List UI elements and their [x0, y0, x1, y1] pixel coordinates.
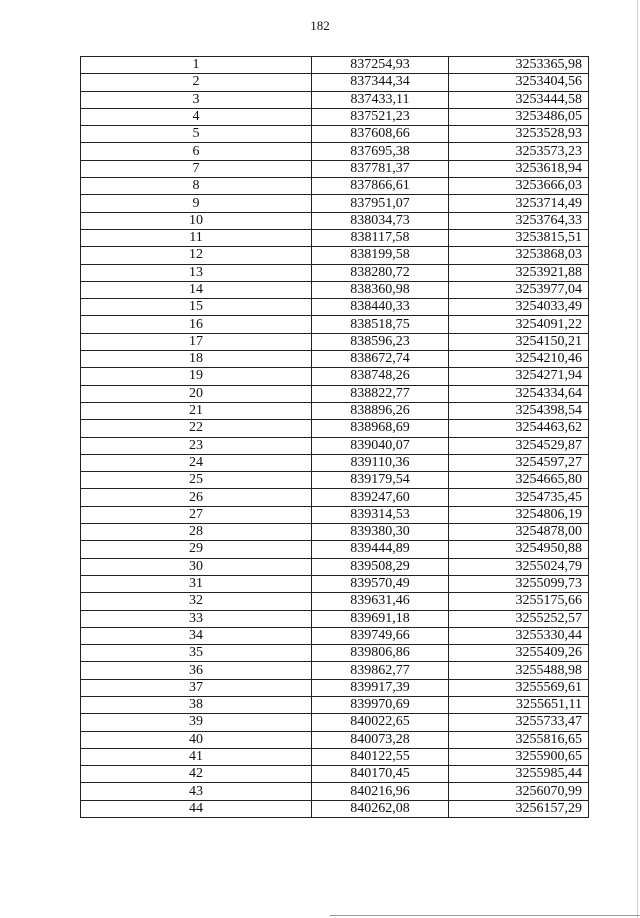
x-coordinate-cell: 838672,74 — [312, 351, 449, 368]
y-coordinate-cell: 3253444,58 — [449, 91, 589, 108]
y-coordinate-cell: 3254334,64 — [449, 385, 589, 402]
x-coordinate-cell: 837521,23 — [312, 108, 449, 125]
table-row — [81, 126, 589, 143]
point-number-cell: 37 — [81, 679, 312, 696]
table-row — [81, 385, 589, 402]
x-coordinate-cell: 838896,26 — [312, 402, 449, 419]
x-coordinate-cell: 837781,37 — [312, 160, 449, 177]
table-row — [81, 316, 589, 333]
x-coordinate-cell: 840022,65 — [312, 714, 449, 731]
x-coordinate-cell: 839380,30 — [312, 524, 449, 541]
x-coordinate-cell: 839631,46 — [312, 593, 449, 610]
x-coordinate-cell: 837951,07 — [312, 195, 449, 212]
point-number-cell: 41 — [81, 748, 312, 765]
x-coordinate-cell: 838360,98 — [312, 281, 449, 298]
x-coordinate-cell: 839970,69 — [312, 696, 449, 713]
table-row — [81, 108, 589, 125]
point-number-cell: 7 — [81, 160, 312, 177]
x-coordinate-cell: 839508,29 — [312, 558, 449, 575]
y-coordinate-cell: 3254091,22 — [449, 316, 589, 333]
coordinates-table — [80, 56, 589, 818]
point-number-cell: 35 — [81, 645, 312, 662]
table-row — [81, 57, 589, 74]
table-row — [81, 368, 589, 385]
point-number-cell: 12 — [81, 247, 312, 264]
table-row — [81, 662, 589, 679]
scan-edge-right — [637, 0, 638, 918]
point-number-cell: 17 — [81, 333, 312, 350]
y-coordinate-cell: 3253486,05 — [449, 108, 589, 125]
point-number-cell: 31 — [81, 575, 312, 592]
point-number-cell: 15 — [81, 299, 312, 316]
y-coordinate-cell: 3254597,27 — [449, 454, 589, 471]
point-number-cell: 20 — [81, 385, 312, 402]
table-row — [81, 143, 589, 160]
y-coordinate-cell: 3255569,61 — [449, 679, 589, 696]
point-number-cell: 9 — [81, 195, 312, 212]
y-coordinate-cell: 3253977,04 — [449, 281, 589, 298]
x-coordinate-cell: 838034,73 — [312, 212, 449, 229]
y-coordinate-cell: 3255900,65 — [449, 748, 589, 765]
x-coordinate-cell: 838968,69 — [312, 420, 449, 437]
point-number-cell: 38 — [81, 696, 312, 713]
table-row — [81, 402, 589, 419]
x-coordinate-cell: 837866,61 — [312, 178, 449, 195]
table-row — [81, 541, 589, 558]
y-coordinate-cell: 3255099,73 — [449, 575, 589, 592]
point-number-cell: 21 — [81, 402, 312, 419]
table-row — [81, 696, 589, 713]
table-row — [81, 333, 589, 350]
point-number-cell: 14 — [81, 281, 312, 298]
table-row — [81, 472, 589, 489]
x-coordinate-cell: 839691,18 — [312, 610, 449, 627]
x-coordinate-cell: 840216,96 — [312, 783, 449, 800]
x-coordinate-cell: 838822,77 — [312, 385, 449, 402]
y-coordinate-cell: 3254529,87 — [449, 437, 589, 454]
y-coordinate-cell: 3254665,80 — [449, 472, 589, 489]
x-coordinate-cell: 840170,45 — [312, 766, 449, 783]
point-number-cell: 2 — [81, 74, 312, 91]
y-coordinate-cell: 3254950,88 — [449, 541, 589, 558]
table-row — [81, 593, 589, 610]
y-coordinate-cell: 3253868,03 — [449, 247, 589, 264]
point-number-cell: 34 — [81, 627, 312, 644]
x-coordinate-cell: 839444,89 — [312, 541, 449, 558]
table-row — [81, 766, 589, 783]
y-coordinate-cell: 3255816,65 — [449, 731, 589, 748]
y-coordinate-cell: 3255252,57 — [449, 610, 589, 627]
y-coordinate-cell: 3254150,21 — [449, 333, 589, 350]
x-coordinate-cell: 840073,28 — [312, 731, 449, 748]
table-row — [81, 800, 589, 817]
table-row — [81, 229, 589, 246]
y-coordinate-cell: 3255651,11 — [449, 696, 589, 713]
y-coordinate-cell: 3255330,44 — [449, 627, 589, 644]
x-coordinate-cell: 839040,07 — [312, 437, 449, 454]
point-number-cell: 44 — [81, 800, 312, 817]
point-number-cell: 33 — [81, 610, 312, 627]
table-row — [81, 437, 589, 454]
y-coordinate-cell: 3253528,93 — [449, 126, 589, 143]
y-coordinate-cell: 3253618,94 — [449, 160, 589, 177]
x-coordinate-cell: 839247,60 — [312, 489, 449, 506]
x-coordinate-cell: 838199,58 — [312, 247, 449, 264]
x-coordinate-cell: 837254,93 — [312, 57, 449, 74]
point-number-cell: 19 — [81, 368, 312, 385]
table-row — [81, 575, 589, 592]
y-coordinate-cell: 3253815,51 — [449, 229, 589, 246]
table-row — [81, 454, 589, 471]
table-row — [81, 714, 589, 731]
y-coordinate-cell: 3254210,46 — [449, 351, 589, 368]
x-coordinate-cell: 838748,26 — [312, 368, 449, 385]
point-number-cell: 32 — [81, 593, 312, 610]
table-row — [81, 420, 589, 437]
y-coordinate-cell: 3253714,49 — [449, 195, 589, 212]
table-row — [81, 783, 589, 800]
scan-edge-bottom — [330, 915, 640, 916]
y-coordinate-cell: 3255488,98 — [449, 662, 589, 679]
point-number-cell: 27 — [81, 506, 312, 523]
coordinates-table-body — [81, 57, 589, 818]
x-coordinate-cell: 840122,55 — [312, 748, 449, 765]
table-row — [81, 731, 589, 748]
x-coordinate-cell: 839749,66 — [312, 627, 449, 644]
y-coordinate-cell: 3254878,00 — [449, 524, 589, 541]
point-number-cell: 1 — [81, 57, 312, 74]
y-coordinate-cell: 3254271,94 — [449, 368, 589, 385]
table-row — [81, 351, 589, 368]
point-number-cell: 3 — [81, 91, 312, 108]
y-coordinate-cell: 3253365,98 — [449, 57, 589, 74]
table-row — [81, 212, 589, 229]
point-number-cell: 36 — [81, 662, 312, 679]
y-coordinate-cell: 3255024,79 — [449, 558, 589, 575]
x-coordinate-cell: 839314,53 — [312, 506, 449, 523]
y-coordinate-cell: 3254033,49 — [449, 299, 589, 316]
y-coordinate-cell: 3256157,29 — [449, 800, 589, 817]
point-number-cell: 26 — [81, 489, 312, 506]
table-row — [81, 558, 589, 575]
y-coordinate-cell: 3254398,54 — [449, 402, 589, 419]
table-row — [81, 627, 589, 644]
x-coordinate-cell: 840262,08 — [312, 800, 449, 817]
y-coordinate-cell: 3255733,47 — [449, 714, 589, 731]
table-row — [81, 264, 589, 281]
x-coordinate-cell: 837433,11 — [312, 91, 449, 108]
table-row — [81, 679, 589, 696]
y-coordinate-cell: 3254463,62 — [449, 420, 589, 437]
point-number-cell: 24 — [81, 454, 312, 471]
y-coordinate-cell: 3253666,03 — [449, 178, 589, 195]
point-number-cell: 13 — [81, 264, 312, 281]
x-coordinate-cell: 837608,66 — [312, 126, 449, 143]
point-number-cell: 11 — [81, 229, 312, 246]
x-coordinate-cell: 837344,34 — [312, 74, 449, 91]
table-row — [81, 74, 589, 91]
table-row — [81, 645, 589, 662]
y-coordinate-cell: 3254806,19 — [449, 506, 589, 523]
point-number-cell: 16 — [81, 316, 312, 333]
table-row — [81, 506, 589, 523]
x-coordinate-cell: 839110,36 — [312, 454, 449, 471]
y-coordinate-cell: 3254735,45 — [449, 489, 589, 506]
y-coordinate-cell: 3255409,26 — [449, 645, 589, 662]
point-number-cell: 6 — [81, 143, 312, 160]
point-number-cell: 22 — [81, 420, 312, 437]
point-number-cell: 23 — [81, 437, 312, 454]
x-coordinate-cell: 839179,54 — [312, 472, 449, 489]
table-row — [81, 489, 589, 506]
x-coordinate-cell: 839570,49 — [312, 575, 449, 592]
point-number-cell: 40 — [81, 731, 312, 748]
point-number-cell: 4 — [81, 108, 312, 125]
table-row — [81, 524, 589, 541]
table-row — [81, 195, 589, 212]
table-row — [81, 160, 589, 177]
point-number-cell: 42 — [81, 766, 312, 783]
y-coordinate-cell: 3253404,56 — [449, 74, 589, 91]
table-row — [81, 610, 589, 627]
point-number-cell: 29 — [81, 541, 312, 558]
table-row — [81, 299, 589, 316]
y-coordinate-cell: 3253764,33 — [449, 212, 589, 229]
y-coordinate-cell: 3253921,88 — [449, 264, 589, 281]
x-coordinate-cell: 838440,33 — [312, 299, 449, 316]
point-number-cell: 10 — [81, 212, 312, 229]
x-coordinate-cell: 839862,77 — [312, 662, 449, 679]
point-number-cell: 43 — [81, 783, 312, 800]
x-coordinate-cell: 838117,58 — [312, 229, 449, 246]
table-row — [81, 91, 589, 108]
point-number-cell: 25 — [81, 472, 312, 489]
page-number: 182 — [310, 18, 330, 33]
x-coordinate-cell: 839806,86 — [312, 645, 449, 662]
y-coordinate-cell: 3256070,99 — [449, 783, 589, 800]
y-coordinate-cell: 3255175,66 — [449, 593, 589, 610]
x-coordinate-cell: 837695,38 — [312, 143, 449, 160]
table-row — [81, 281, 589, 298]
x-coordinate-cell: 839917,39 — [312, 679, 449, 696]
point-number-cell: 18 — [81, 351, 312, 368]
point-number-cell: 39 — [81, 714, 312, 731]
y-coordinate-cell: 3253573,23 — [449, 143, 589, 160]
point-number-cell: 28 — [81, 524, 312, 541]
point-number-cell: 30 — [81, 558, 312, 575]
table-row — [81, 178, 589, 195]
point-number-cell: 5 — [81, 126, 312, 143]
y-coordinate-cell: 3255985,44 — [449, 766, 589, 783]
table-row — [81, 748, 589, 765]
table-row — [81, 247, 589, 264]
x-coordinate-cell: 838596,23 — [312, 333, 449, 350]
x-coordinate-cell: 838280,72 — [312, 264, 449, 281]
x-coordinate-cell: 838518,75 — [312, 316, 449, 333]
point-number-cell: 8 — [81, 178, 312, 195]
